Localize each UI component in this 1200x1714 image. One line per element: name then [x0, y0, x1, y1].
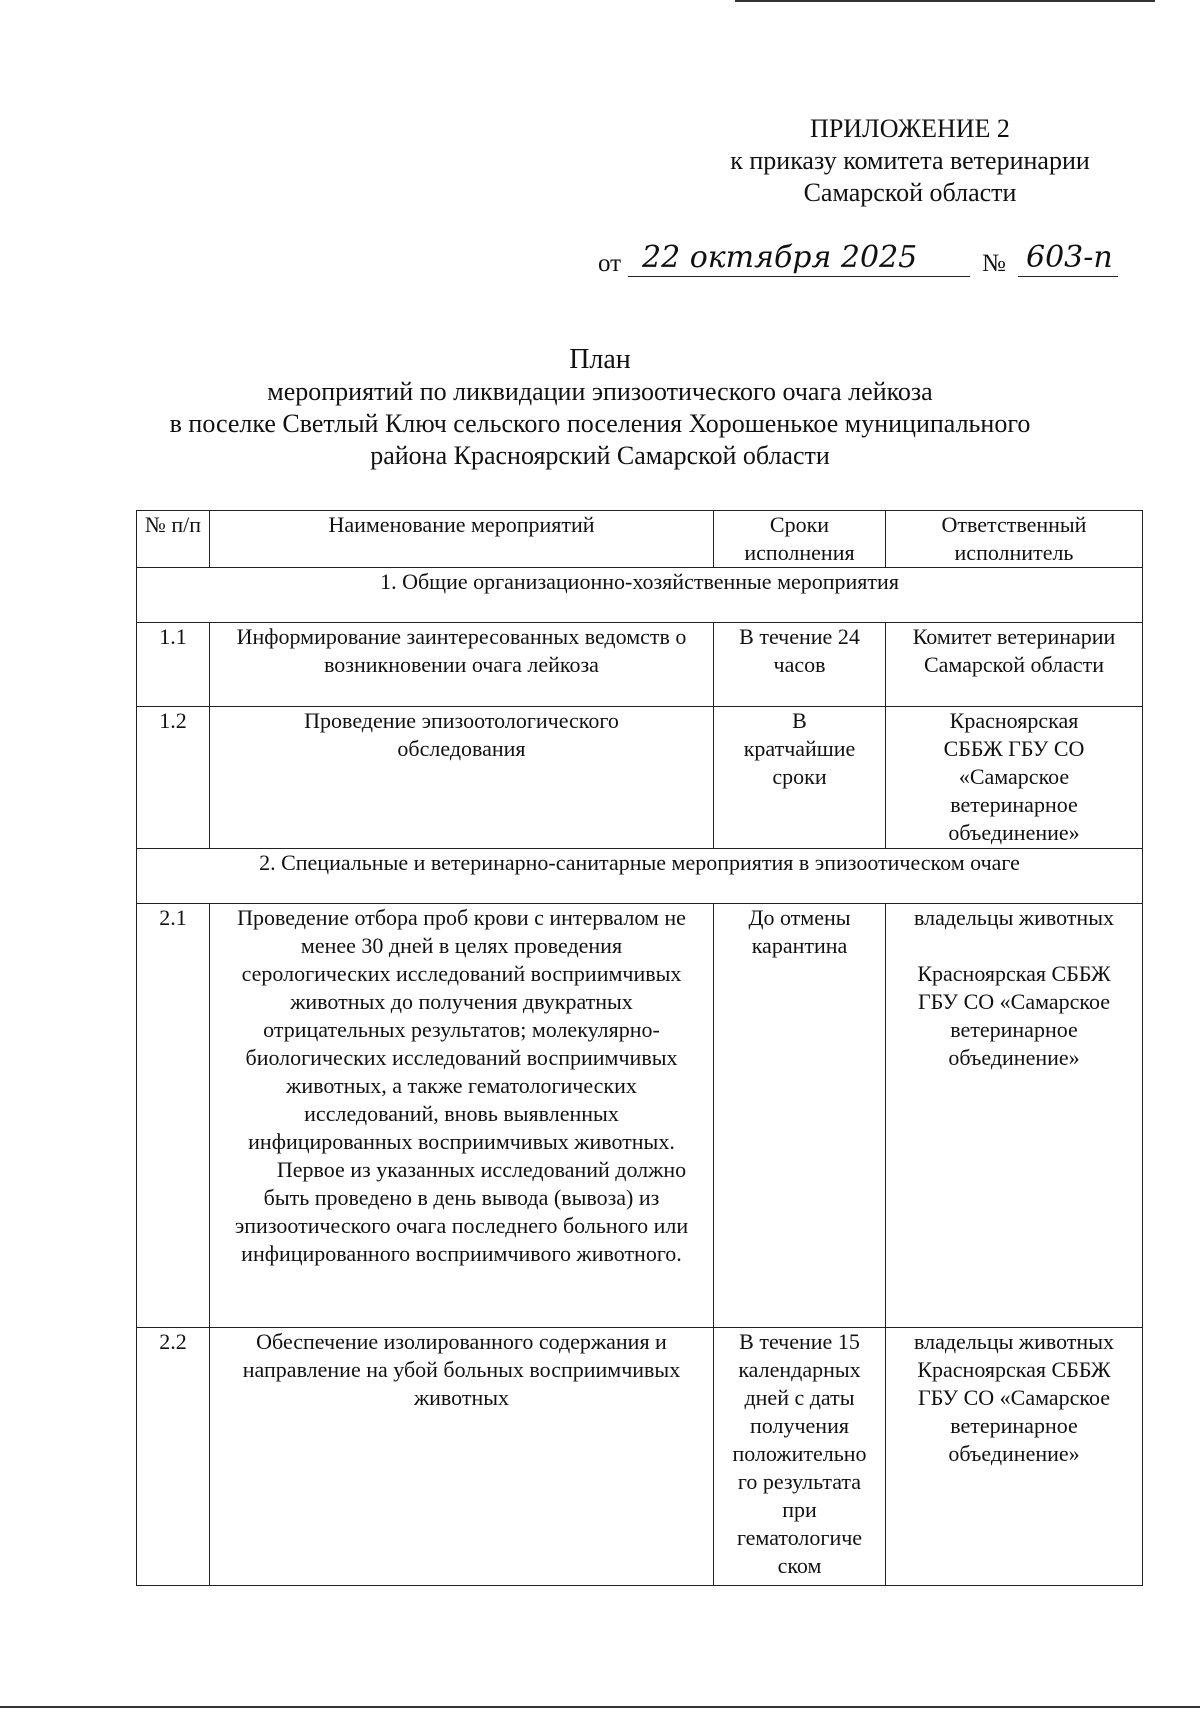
scan-edge-line-top [735, 0, 1155, 2]
section-title: 1. Общие организационно-хозяйственные мероприятия [137, 568, 1143, 623]
row-responsible-part-1: владельцы животных [914, 1329, 1114, 1354]
measures-table [136, 510, 1143, 1586]
row-responsible-text: Красноярская СББЖ ГБУ СО «Самарское ветеринарное объединение» [943, 708, 1085, 845]
header-responsible: Ответственный исполнитель [886, 511, 1143, 568]
table-header-row [137, 511, 1143, 568]
table-row [137, 904, 1143, 1328]
appendix-region: Самарской области [803, 178, 1017, 207]
row-measure-name-part-2: Первое из указанных исследований должно быть проведено в день вывода (вывоза) из эпизоотического очага последнего больного или инфицированного восприимчивого животного. [234, 1157, 689, 1266]
section-row-1 [137, 568, 1143, 623]
scan-edge-line-bottom [0, 1706, 1200, 1708]
order-from-label: от [598, 250, 622, 277]
section-row-2 [137, 849, 1143, 904]
row-measure-name-text: Проведение эпизоотологического обследования [304, 708, 619, 761]
table-row [137, 1328, 1143, 1586]
appendix-order-ref: к приказу комитета ветеринарии [730, 146, 1090, 175]
row-responsible-part-1: владельцы животных [914, 905, 1114, 930]
row-measure-name [210, 707, 714, 849]
row-measure-name-text: Обеспечение изолированного содержания и направление на убой больных восприимчивых животных [242, 1329, 681, 1410]
row-measure-name [210, 1328, 714, 1586]
row-measure-name: Информирование заинтересованных ведомств о возникновении очага лейкоза [210, 623, 714, 707]
row-number: 2.1 [137, 904, 210, 1328]
row-responsible-part-2: Красноярская СББЖ ГБУ СО «Самарское ветеринарное объединение» [917, 961, 1111, 1070]
row-responsible-part-2: Красноярская СББЖ ГБУ СО «Самарское ветеринарное объединение» [917, 1357, 1111, 1466]
row-measure-name-part-1: Проведение отбора проб крови с интервалом не менее 30 дней в целях проведения серологических исследований восприимчивых животных до получения двукратных отрицательных результатов; молекулярно-биологических исследований восприимчивых животных, а также гематологических исследований, вновь выявленных инфицированных восприимчивых животных. [237, 905, 686, 1154]
row-responsible [886, 1328, 1143, 1586]
row-terms [714, 707, 886, 849]
table-row [137, 623, 1143, 707]
header-terms: Сроки исполнения [714, 511, 886, 568]
row-terms [714, 904, 886, 1328]
plan-title-line-2: в поселке Светлый Ключ сельского поселения Хорошенькое муниципального [169, 409, 1031, 438]
appendix-title: ПРИЛОЖЕНИЕ 2 [810, 114, 1010, 143]
row-number: 1.1 [137, 623, 210, 707]
plan-title-line-1: мероприятий по ликвидации эпизоотического очага лейкоза [267, 377, 933, 406]
row-responsible [886, 707, 1143, 849]
plan-title-line-3: района Красноярский Самарской области [370, 441, 830, 470]
row-terms-text: В кратчайшие сроки [743, 708, 856, 789]
row-terms: В течение 24 часов [714, 623, 886, 707]
row-terms [714, 1328, 886, 1586]
plan-title-block [100, 344, 1100, 472]
header-measure-name: Наименование мероприятий [210, 511, 714, 568]
section-title: 2. Специальные и ветеринарно-санитарные мероприятия в эпизоотическом очаге [137, 849, 1143, 904]
order-date-handwritten: 22 октября 2025 [642, 240, 918, 275]
order-number-handwritten: 603-п [1026, 240, 1113, 275]
row-number: 2.2 [137, 1328, 210, 1586]
row-number: 1.2 [137, 707, 210, 849]
order-date-number-line [598, 240, 1138, 284]
paragraph-gap [904, 932, 1124, 960]
appendix-header [700, 113, 1120, 209]
order-number-label: № [982, 250, 1006, 277]
row-terms-text: До отмены карантина [748, 905, 851, 958]
table-row [137, 707, 1143, 849]
row-terms-text: В течение 15 календарных дней с даты получения положительно го результата при гематологиче ском [732, 1329, 867, 1578]
row-measure-name [210, 904, 714, 1328]
row-responsible: Комитет ветеринарии Самарской области [886, 623, 1143, 707]
header-number: № п/п [137, 511, 210, 568]
row-responsible [886, 904, 1143, 1328]
plan-heading: План [569, 344, 631, 375]
